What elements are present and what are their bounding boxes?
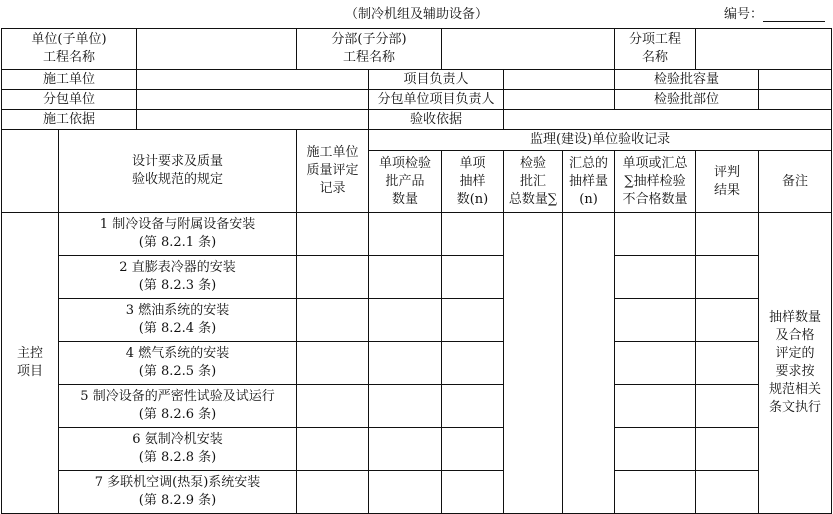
batch-total-cell[interactable]: [504, 213, 563, 514]
subcontract-manager-value[interactable]: [504, 90, 615, 110]
single-batch-cell[interactable]: [369, 385, 442, 428]
division-name-label: 分部(子分部) 工程名称: [297, 29, 442, 70]
judgment-cell[interactable]: [696, 471, 759, 514]
judgment-cell[interactable]: [696, 213, 759, 256]
table-row: [2, 428, 832, 471]
unqualified-cell[interactable]: [615, 213, 696, 256]
unqualified-cell[interactable]: [615, 385, 696, 428]
info-row-4: [2, 110, 832, 130]
single-sample-cell[interactable]: [442, 471, 504, 514]
batch-capacity-value[interactable]: [759, 70, 832, 90]
judgment-cell[interactable]: [696, 342, 759, 385]
judgment-header: 评判 结果: [696, 151, 759, 213]
unit-name-value[interactable]: [137, 29, 297, 70]
info-row-2: [2, 70, 832, 90]
form-subtitle: （制冷机组及辅助设备）: [344, 7, 488, 22]
single-batch-cell[interactable]: [369, 342, 442, 385]
inspection-form-table: [1, 28, 832, 514]
remarks-header: 备注: [759, 151, 832, 213]
single-batch-cell[interactable]: [369, 213, 442, 256]
unqualified-cell[interactable]: [615, 256, 696, 299]
sum-sample-cell[interactable]: [563, 213, 615, 514]
subcontract-manager-label: 分包单位项目负责人: [369, 90, 504, 110]
item-cell: 7 多联机空调(热泵)系统安装 (第 8.2.9 条): [59, 471, 297, 514]
requirements-header: 设计要求及质量 验收规范的规定: [59, 130, 297, 213]
remarks-note: 抽样数量 及合格 评定的 要求按 规范相关 条文执行: [759, 213, 832, 514]
self-eval-cell[interactable]: [297, 256, 369, 299]
serial-blank[interactable]: [763, 8, 825, 22]
self-eval-cell[interactable]: [297, 213, 369, 256]
unqualified-cell[interactable]: [615, 428, 696, 471]
item-cell: 4 燃气系统的安装 (第 8.2.5 条): [59, 342, 297, 385]
single-sample-header: 单项 抽样 数(n): [442, 151, 504, 213]
serial-number: [724, 3, 825, 22]
single-batch-cell[interactable]: [369, 471, 442, 514]
self-eval-cell[interactable]: [297, 471, 369, 514]
serial-label: 编号：: [723, 7, 763, 22]
item-cell: 2 直膨表冷器的安装 (第 8.2.3 条): [59, 256, 297, 299]
acceptance-basis-label: 验收依据: [369, 110, 504, 130]
single-sample-cell[interactable]: [442, 342, 504, 385]
subitem-name-label: 分项工程 名称: [615, 29, 696, 70]
self-eval-cell[interactable]: [297, 299, 369, 342]
unit-name-label: 单位(子单位) 工程名称: [2, 29, 137, 70]
unqualified-header: 单项或汇总 ∑抽样检验 不合格数量: [615, 151, 696, 213]
info-row-3: [2, 90, 832, 110]
batch-location-value[interactable]: [759, 90, 832, 110]
unqualified-cell[interactable]: [615, 471, 696, 514]
batch-location-label: 检验批部位: [615, 90, 759, 110]
subitem-name-value[interactable]: [696, 29, 832, 70]
info-row-1: [2, 29, 832, 70]
table-row: [2, 299, 832, 342]
construction-unit-label: 施工单位: [2, 70, 137, 90]
batch-total-header: 检验 批汇 总数量∑: [504, 151, 563, 213]
table-row: [2, 256, 832, 299]
supervision-header: 监理(建设)单位验收记录: [369, 130, 832, 151]
item-cell: 3 燃油系统的安装 (第 8.2.4 条): [59, 299, 297, 342]
table-row: [2, 342, 832, 385]
judgment-cell[interactable]: [696, 428, 759, 471]
item-cell: 6 氨制冷机安装 (第 8.2.8 条): [59, 428, 297, 471]
item-cell: 1 制冷设备与附属设备安装 (第 8.2.1 条): [59, 213, 297, 256]
single-sample-cell[interactable]: [442, 299, 504, 342]
self-eval-header: 施工单位 质量评定 记录: [297, 130, 369, 213]
construction-basis-label: 施工依据: [2, 110, 137, 130]
single-batch-cell[interactable]: [369, 256, 442, 299]
construction-basis-value[interactable]: [137, 110, 369, 130]
sum-sample-header: 汇总的 抽样量 (n): [563, 151, 615, 213]
table-row: [2, 213, 832, 256]
column-header-row-1: [2, 130, 832, 151]
division-name-value[interactable]: [442, 29, 615, 70]
unqualified-cell[interactable]: [615, 299, 696, 342]
main-control-label: 主控 项目: [2, 213, 59, 514]
table-row: [2, 471, 832, 514]
acceptance-basis-value[interactable]: [504, 110, 832, 130]
judgment-cell[interactable]: [696, 299, 759, 342]
judgment-cell[interactable]: [696, 385, 759, 428]
self-eval-cell[interactable]: [297, 385, 369, 428]
single-sample-cell[interactable]: [442, 256, 504, 299]
single-sample-cell[interactable]: [442, 213, 504, 256]
table-row: [2, 385, 832, 428]
single-batch-cell[interactable]: [369, 299, 442, 342]
single-batch-cell[interactable]: [369, 428, 442, 471]
single-sample-cell[interactable]: [442, 385, 504, 428]
batch-capacity-label: 检验批容量: [615, 70, 759, 90]
subcontract-unit-label: 分包单位: [2, 90, 137, 110]
self-eval-cell[interactable]: [297, 342, 369, 385]
project-manager-value[interactable]: [504, 70, 615, 90]
judgment-cell[interactable]: [696, 256, 759, 299]
single-sample-cell[interactable]: [442, 428, 504, 471]
self-eval-cell[interactable]: [297, 428, 369, 471]
item-cell: 5 制冷设备的严密性试验及试运行 (第 8.2.6 条): [59, 385, 297, 428]
project-manager-label: 项目负责人: [369, 70, 504, 90]
unqualified-cell[interactable]: [615, 342, 696, 385]
header-blank-cell: [2, 130, 59, 213]
single-batch-header: 单项检验 批产品 数量: [369, 151, 442, 213]
subcontract-unit-value[interactable]: [137, 90, 369, 110]
construction-unit-value[interactable]: [137, 70, 369, 90]
